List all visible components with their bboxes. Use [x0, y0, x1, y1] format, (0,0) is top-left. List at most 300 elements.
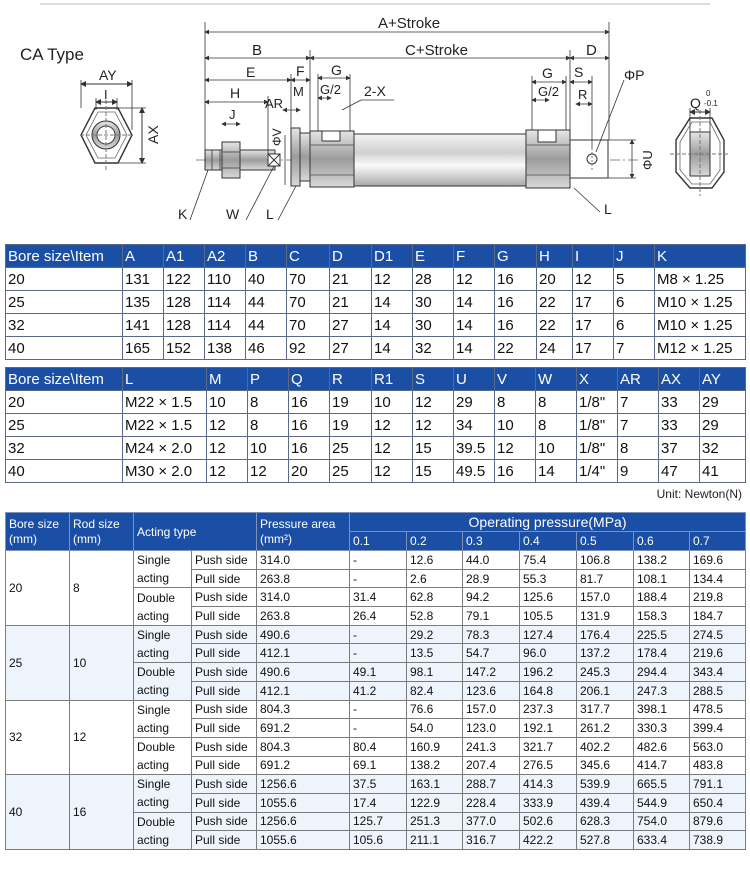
- pressure-header-cell: 0.6: [634, 532, 690, 551]
- side-cell: Pull side: [192, 719, 257, 738]
- table-cell: 114: [205, 314, 246, 337]
- label-ay: AY: [99, 67, 117, 83]
- dim-header-cell: J: [614, 245, 655, 268]
- table-cell: 1/8": [577, 414, 618, 437]
- force-value-cell: -: [350, 719, 407, 738]
- dim-header-cell: B: [246, 245, 287, 268]
- label-e: E: [246, 64, 256, 80]
- label-q-tol-lower: -0.1: [704, 99, 718, 108]
- label-q-tol-upper: 0: [706, 89, 711, 98]
- force-value-cell: 398.1: [634, 700, 690, 719]
- force-header-bore: Bore size (mm): [6, 513, 70, 551]
- force-value-cell: 219.6: [690, 644, 746, 663]
- force-value-cell: 192.1: [520, 719, 577, 738]
- force-value-cell: 791.1: [690, 775, 746, 794]
- dim-header-cell: D1: [372, 245, 413, 268]
- force-header-pressure: Operating pressure(MPa): [350, 513, 746, 532]
- acting-type-cell: Single acting: [134, 625, 192, 662]
- force-header-rod: Rod size (mm): [70, 513, 134, 551]
- table-cell: M10 × 1.25: [655, 314, 746, 337]
- label-a-stroke: A+Stroke: [378, 15, 441, 32]
- rod-size-cell: 16: [70, 775, 134, 850]
- pressure-area-cell: 691.2: [257, 719, 350, 738]
- table-cell: 8: [248, 391, 289, 414]
- table-cell: M24 × 2.0: [123, 437, 207, 460]
- table-cell: 30: [413, 314, 454, 337]
- table-cell: 40: [6, 460, 123, 483]
- label-ax: AX: [145, 125, 161, 144]
- left-end-view: [80, 67, 161, 170]
- table-cell: 12: [372, 460, 413, 483]
- force-value-cell: 78.3: [463, 625, 520, 644]
- table-cell: 20: [537, 268, 573, 291]
- dim-table-1-header: [6, 245, 746, 268]
- force-value-cell: 288.5: [690, 681, 746, 700]
- table-cell: 21: [330, 291, 372, 314]
- bore-size-cell: 25: [6, 625, 70, 700]
- side-cell: Pull side: [192, 831, 257, 850]
- force-value-cell: -: [350, 644, 407, 663]
- acting-type-cell: Double acting: [134, 588, 192, 625]
- dim-table-2-body: [6, 391, 746, 483]
- table-cell: 110: [205, 268, 246, 291]
- table-cell: 7: [618, 391, 659, 414]
- force-value-cell: 414.3: [520, 775, 577, 794]
- label-w: W: [226, 206, 240, 222]
- table-cell: 8: [536, 414, 577, 437]
- table-row: [6, 391, 746, 414]
- force-value-cell: 527.8: [577, 831, 634, 850]
- table-cell: 165: [123, 337, 164, 360]
- table-cell: 25: [6, 291, 123, 314]
- dim-header-cell: C: [287, 245, 330, 268]
- label-g2-right: G/2: [538, 84, 559, 99]
- side-cell: Pull side: [192, 756, 257, 775]
- force-value-cell: 879.6: [690, 812, 746, 831]
- pressure-area-cell: 412.1: [257, 644, 350, 663]
- pressure-area-cell: 263.8: [257, 569, 350, 588]
- table-cell: M8 × 1.25: [655, 268, 746, 291]
- table-cell: 29: [700, 391, 746, 414]
- dim-header-cell: Bore size\Item: [6, 368, 123, 391]
- force-value-cell: 330.3: [634, 719, 690, 738]
- force-value-cell: 123.0: [463, 719, 520, 738]
- force-value-cell: 81.7: [577, 569, 634, 588]
- dim-header-cell: Q: [289, 368, 330, 391]
- force-value-cell: 539.9: [577, 775, 634, 794]
- force-value-cell: 106.8: [577, 551, 634, 570]
- table-cell: 27: [330, 314, 372, 337]
- dim-header-cell: AX: [659, 368, 700, 391]
- table-cell: 114: [205, 291, 246, 314]
- force-value-cell: 54.7: [463, 644, 520, 663]
- force-value-cell: 628.3: [577, 812, 634, 831]
- table-cell: 131: [123, 268, 164, 291]
- force-value-cell: 17.4: [350, 793, 407, 812]
- table-cell: M10 × 1.25: [655, 291, 746, 314]
- table-cell: 12: [495, 437, 536, 460]
- pressure-area-cell: 1256.6: [257, 812, 350, 831]
- force-value-cell: 502.6: [520, 812, 577, 831]
- force-value-cell: 483.8: [690, 756, 746, 775]
- table-cell: 32: [6, 437, 123, 460]
- force-value-cell: 276.5: [520, 756, 577, 775]
- table-cell: 32: [413, 337, 454, 360]
- label-l-left: L: [266, 206, 274, 222]
- force-value-cell: 414.7: [634, 756, 690, 775]
- label-f: F: [296, 63, 305, 79]
- table-cell: 34: [454, 414, 495, 437]
- table-cell: 10: [372, 391, 413, 414]
- dim-header-cell: X: [577, 368, 618, 391]
- table-cell: 6: [614, 314, 655, 337]
- side-cell: Push side: [192, 700, 257, 719]
- label-h: H: [230, 85, 241, 101]
- table-cell: 39.5: [454, 437, 495, 460]
- pressure-area-cell: 1256.6: [257, 775, 350, 794]
- force-value-cell: 96.0: [520, 644, 577, 663]
- force-value-cell: 251.3: [407, 812, 463, 831]
- table-cell: 20: [289, 460, 330, 483]
- force-value-cell: 274.5: [690, 625, 746, 644]
- table-cell: 24: [537, 337, 573, 360]
- table-cell: 49.5: [454, 460, 495, 483]
- force-value-cell: 738.9: [690, 831, 746, 850]
- force-value-cell: 76.6: [407, 700, 463, 719]
- pressure-area-cell: 314.0: [257, 588, 350, 607]
- table-cell: 44: [246, 291, 287, 314]
- force-value-cell: 37.5: [350, 775, 407, 794]
- force-value-cell: 163.1: [407, 775, 463, 794]
- table-cell: 70: [287, 291, 330, 314]
- force-value-cell: 633.4: [634, 831, 690, 850]
- pressure-area-cell: 1055.6: [257, 831, 350, 850]
- side-cell: Push side: [192, 812, 257, 831]
- table-cell: 28: [413, 268, 454, 291]
- cylinder-drawing: [0, 0, 750, 236]
- label-s: S: [574, 64, 584, 80]
- label-r: R: [578, 87, 588, 102]
- table-cell: 12: [573, 268, 614, 291]
- table-cell: 141: [123, 314, 164, 337]
- dim-header-cell: Bore size\Item: [6, 245, 123, 268]
- table-cell: 16: [289, 391, 330, 414]
- label-j: J: [229, 107, 236, 122]
- table-cell: 20: [6, 268, 123, 291]
- table-row: [6, 551, 746, 570]
- table-cell: 152: [164, 337, 205, 360]
- force-value-cell: 399.4: [690, 719, 746, 738]
- table-cell: 10: [248, 437, 289, 460]
- table-cell: 12: [454, 268, 495, 291]
- force-value-cell: 125.7: [350, 812, 407, 831]
- force-value-cell: 52.8: [407, 607, 463, 626]
- dimension-table-1: [5, 244, 746, 360]
- side-cell: Pull side: [192, 569, 257, 588]
- force-value-cell: 122.9: [407, 793, 463, 812]
- force-value-cell: 288.7: [463, 775, 520, 794]
- force-value-cell: 55.3: [520, 569, 577, 588]
- rod-size-cell: 12: [70, 700, 134, 775]
- dim-header-cell: A2: [205, 245, 246, 268]
- force-table: [5, 512, 746, 850]
- table-cell: 25: [6, 414, 123, 437]
- force-value-cell: 137.2: [577, 644, 634, 663]
- table-cell: 6: [614, 291, 655, 314]
- table-cell: 16: [289, 414, 330, 437]
- force-value-cell: 75.4: [520, 551, 577, 570]
- label-c-stroke: C+Stroke: [405, 42, 468, 59]
- force-value-cell: 225.5: [634, 625, 690, 644]
- table-cell: 1/8": [577, 437, 618, 460]
- label-phi-u: ΦU: [640, 150, 655, 170]
- table-cell: 19: [330, 391, 372, 414]
- force-value-cell: 138.2: [634, 551, 690, 570]
- force-value-cell: 178.4: [634, 644, 690, 663]
- force-value-cell: 261.2: [577, 719, 634, 738]
- force-value-cell: 245.3: [577, 663, 634, 682]
- force-value-cell: 62.8: [407, 588, 463, 607]
- bore-size-cell: 40: [6, 775, 70, 850]
- table-cell: 12: [372, 414, 413, 437]
- table-cell: 14: [454, 291, 495, 314]
- table-cell: 10: [536, 437, 577, 460]
- pressure-header-cell: 0.2: [407, 532, 463, 551]
- table-cell: 40: [6, 337, 123, 360]
- table-cell: 128: [164, 314, 205, 337]
- acting-type-cell: Single acting: [134, 551, 192, 588]
- force-value-cell: 158.3: [634, 607, 690, 626]
- table-row: [6, 700, 746, 719]
- acting-type-cell: Single acting: [134, 775, 192, 812]
- table-cell: 9: [618, 460, 659, 483]
- table-cell: 16: [495, 314, 537, 337]
- side-cell: Pull side: [192, 793, 257, 812]
- table-cell: 16: [495, 268, 537, 291]
- dim-header-cell: K: [655, 245, 746, 268]
- dim-header-cell: H: [537, 245, 573, 268]
- acting-type-cell: Single acting: [134, 700, 192, 737]
- label-k: K: [178, 206, 188, 222]
- force-value-cell: 164.8: [520, 681, 577, 700]
- force-value-cell: 134.4: [690, 569, 746, 588]
- table-cell: 92: [287, 337, 330, 360]
- label-b: B: [252, 42, 263, 59]
- force-value-cell: 219.8: [690, 588, 746, 607]
- label-g-left: G: [331, 62, 342, 78]
- table-cell: 8: [248, 414, 289, 437]
- table-cell: 16: [289, 437, 330, 460]
- table-cell: 122: [164, 268, 205, 291]
- bore-size-cell: 20: [6, 551, 70, 626]
- dim-header-cell: D: [330, 245, 372, 268]
- cylinder-drawing-svg: [0, 0, 750, 236]
- table-cell: 21: [330, 268, 372, 291]
- dim-header-cell: A: [123, 245, 164, 268]
- table-cell: 17: [573, 291, 614, 314]
- label-g-right: G: [542, 65, 553, 81]
- force-value-cell: 482.6: [634, 737, 690, 756]
- table-row: [6, 775, 746, 794]
- force-value-cell: 665.5: [634, 775, 690, 794]
- table-cell: 10: [495, 414, 536, 437]
- dim-header-cell: R: [330, 368, 372, 391]
- label-phi-p: ΦP: [624, 67, 645, 83]
- table-cell: 44: [246, 314, 287, 337]
- force-value-cell: 343.4: [690, 663, 746, 682]
- side-cell: Push side: [192, 588, 257, 607]
- force-value-cell: 228.4: [463, 793, 520, 812]
- dim-header-cell: S: [413, 368, 454, 391]
- force-value-cell: 49.1: [350, 663, 407, 682]
- force-value-cell: 563.0: [690, 737, 746, 756]
- bore-size-cell: 32: [6, 700, 70, 775]
- table-cell: 46: [246, 337, 287, 360]
- table-cell: M30 × 2.0: [123, 460, 207, 483]
- table-cell: 138: [205, 337, 246, 360]
- force-value-cell: 184.7: [690, 607, 746, 626]
- table-cell: 37: [659, 437, 700, 460]
- force-value-cell: 422.2: [520, 831, 577, 850]
- table-row: [6, 437, 746, 460]
- unit-note: Unit: Newton(N): [656, 487, 742, 501]
- table-cell: 33: [659, 391, 700, 414]
- force-value-cell: 544.9: [634, 793, 690, 812]
- force-value-cell: -: [350, 551, 407, 570]
- force-value-cell: 138.2: [407, 756, 463, 775]
- table-cell: 12: [207, 460, 248, 483]
- force-value-cell: 247.3: [634, 681, 690, 700]
- table-cell: M22 × 1.5: [123, 391, 207, 414]
- force-value-cell: 26.4: [350, 607, 407, 626]
- label-q: Q: [690, 95, 701, 111]
- pressure-area-cell: 804.3: [257, 737, 350, 756]
- table-cell: 19: [330, 414, 372, 437]
- force-value-cell: 29.2: [407, 625, 463, 644]
- table-cell: 16: [495, 460, 536, 483]
- pressure-header-cell: 0.4: [520, 532, 577, 551]
- table-cell: 12: [248, 460, 289, 483]
- force-value-cell: 176.4: [577, 625, 634, 644]
- table-cell: 12: [207, 414, 248, 437]
- table-cell: 5: [614, 268, 655, 291]
- table-cell: 17: [573, 337, 614, 360]
- pressure-area-cell: 804.3: [257, 700, 350, 719]
- label-g2-left: G/2: [320, 82, 341, 97]
- table-cell: 70: [287, 314, 330, 337]
- force-value-cell: 54.0: [407, 719, 463, 738]
- dim-header-cell: AY: [700, 368, 746, 391]
- table-cell: 32: [6, 314, 123, 337]
- pressure-area-cell: 691.2: [257, 756, 350, 775]
- side-cell: Push side: [192, 625, 257, 644]
- table-cell: 25: [330, 437, 372, 460]
- right-end-view: [670, 89, 730, 196]
- force-value-cell: 147.2: [463, 663, 520, 682]
- force-value-cell: 439.4: [577, 793, 634, 812]
- acting-type-cell: Double acting: [134, 737, 192, 774]
- force-value-cell: 754.0: [634, 812, 690, 831]
- dim-header-cell: F: [454, 245, 495, 268]
- force-header-row-1: [6, 513, 746, 532]
- force-value-cell: 80.4: [350, 737, 407, 756]
- table-cell: 14: [372, 337, 413, 360]
- table-cell: 14: [372, 291, 413, 314]
- force-value-cell: -: [350, 700, 407, 719]
- dim-header-cell: V: [495, 368, 536, 391]
- force-value-cell: 169.6: [690, 551, 746, 570]
- table-cell: M22 × 1.5: [123, 414, 207, 437]
- dim-header-cell: L: [123, 368, 207, 391]
- pressure-header-cell: 0.5: [577, 532, 634, 551]
- table-cell: 20: [6, 391, 123, 414]
- table-cell: 12: [413, 414, 454, 437]
- table-cell: 27: [330, 337, 372, 360]
- side-cell: Push side: [192, 737, 257, 756]
- table-row: [6, 268, 746, 291]
- table-cell: 22: [495, 337, 537, 360]
- force-value-cell: 402.2: [577, 737, 634, 756]
- table-cell: 30: [413, 291, 454, 314]
- acting-type-cell: Double acting: [134, 663, 192, 700]
- dim-header-cell: A1: [164, 245, 205, 268]
- force-header-area: Pressure area (mm²): [257, 513, 350, 551]
- pressure-area-cell: 314.0: [257, 551, 350, 570]
- label-m: M: [293, 84, 304, 99]
- rod-size-cell: 10: [70, 625, 134, 700]
- dim-header-cell: R1: [372, 368, 413, 391]
- force-value-cell: 12.6: [407, 551, 463, 570]
- force-value-cell: -: [350, 625, 407, 644]
- force-value-cell: 131.9: [577, 607, 634, 626]
- dim-table-1-body: [6, 268, 746, 360]
- force-value-cell: 321.7: [520, 737, 577, 756]
- force-value-cell: 345.6: [577, 756, 634, 775]
- label-ar: AR: [265, 96, 284, 111]
- force-value-cell: 41.2: [350, 681, 407, 700]
- force-value-cell: 650.4: [690, 793, 746, 812]
- side-cell: Pull side: [192, 681, 257, 700]
- table-cell: 12: [372, 268, 413, 291]
- label-d: D: [586, 42, 597, 59]
- table-cell: 17: [573, 314, 614, 337]
- table-cell: 135: [123, 291, 164, 314]
- force-value-cell: 123.6: [463, 681, 520, 700]
- force-value-cell: 79.1: [463, 607, 520, 626]
- pressure-header-cell: 0.1: [350, 532, 407, 551]
- force-value-cell: 333.9: [520, 793, 577, 812]
- force-value-cell: 94.2: [463, 588, 520, 607]
- force-value-cell: 157.0: [463, 700, 520, 719]
- force-value-cell: 2.6: [407, 569, 463, 588]
- rod-size-cell: 8: [70, 551, 134, 626]
- table-row: [6, 291, 746, 314]
- force-value-cell: 44.0: [463, 551, 520, 570]
- dimension-table-2: [5, 367, 746, 483]
- pressure-area-cell: 490.6: [257, 663, 350, 682]
- table-cell: 70: [287, 268, 330, 291]
- side-cell: Push side: [192, 663, 257, 682]
- pressure-area-cell: 263.8: [257, 607, 350, 626]
- table-row: [6, 337, 746, 360]
- side-cell: Pull side: [192, 607, 257, 626]
- table-row: [6, 314, 746, 337]
- table-cell: 40: [246, 268, 287, 291]
- table-cell: 29: [700, 414, 746, 437]
- table-cell: 8: [495, 391, 536, 414]
- table-cell: 22: [537, 314, 573, 337]
- table-cell: 12: [207, 437, 248, 460]
